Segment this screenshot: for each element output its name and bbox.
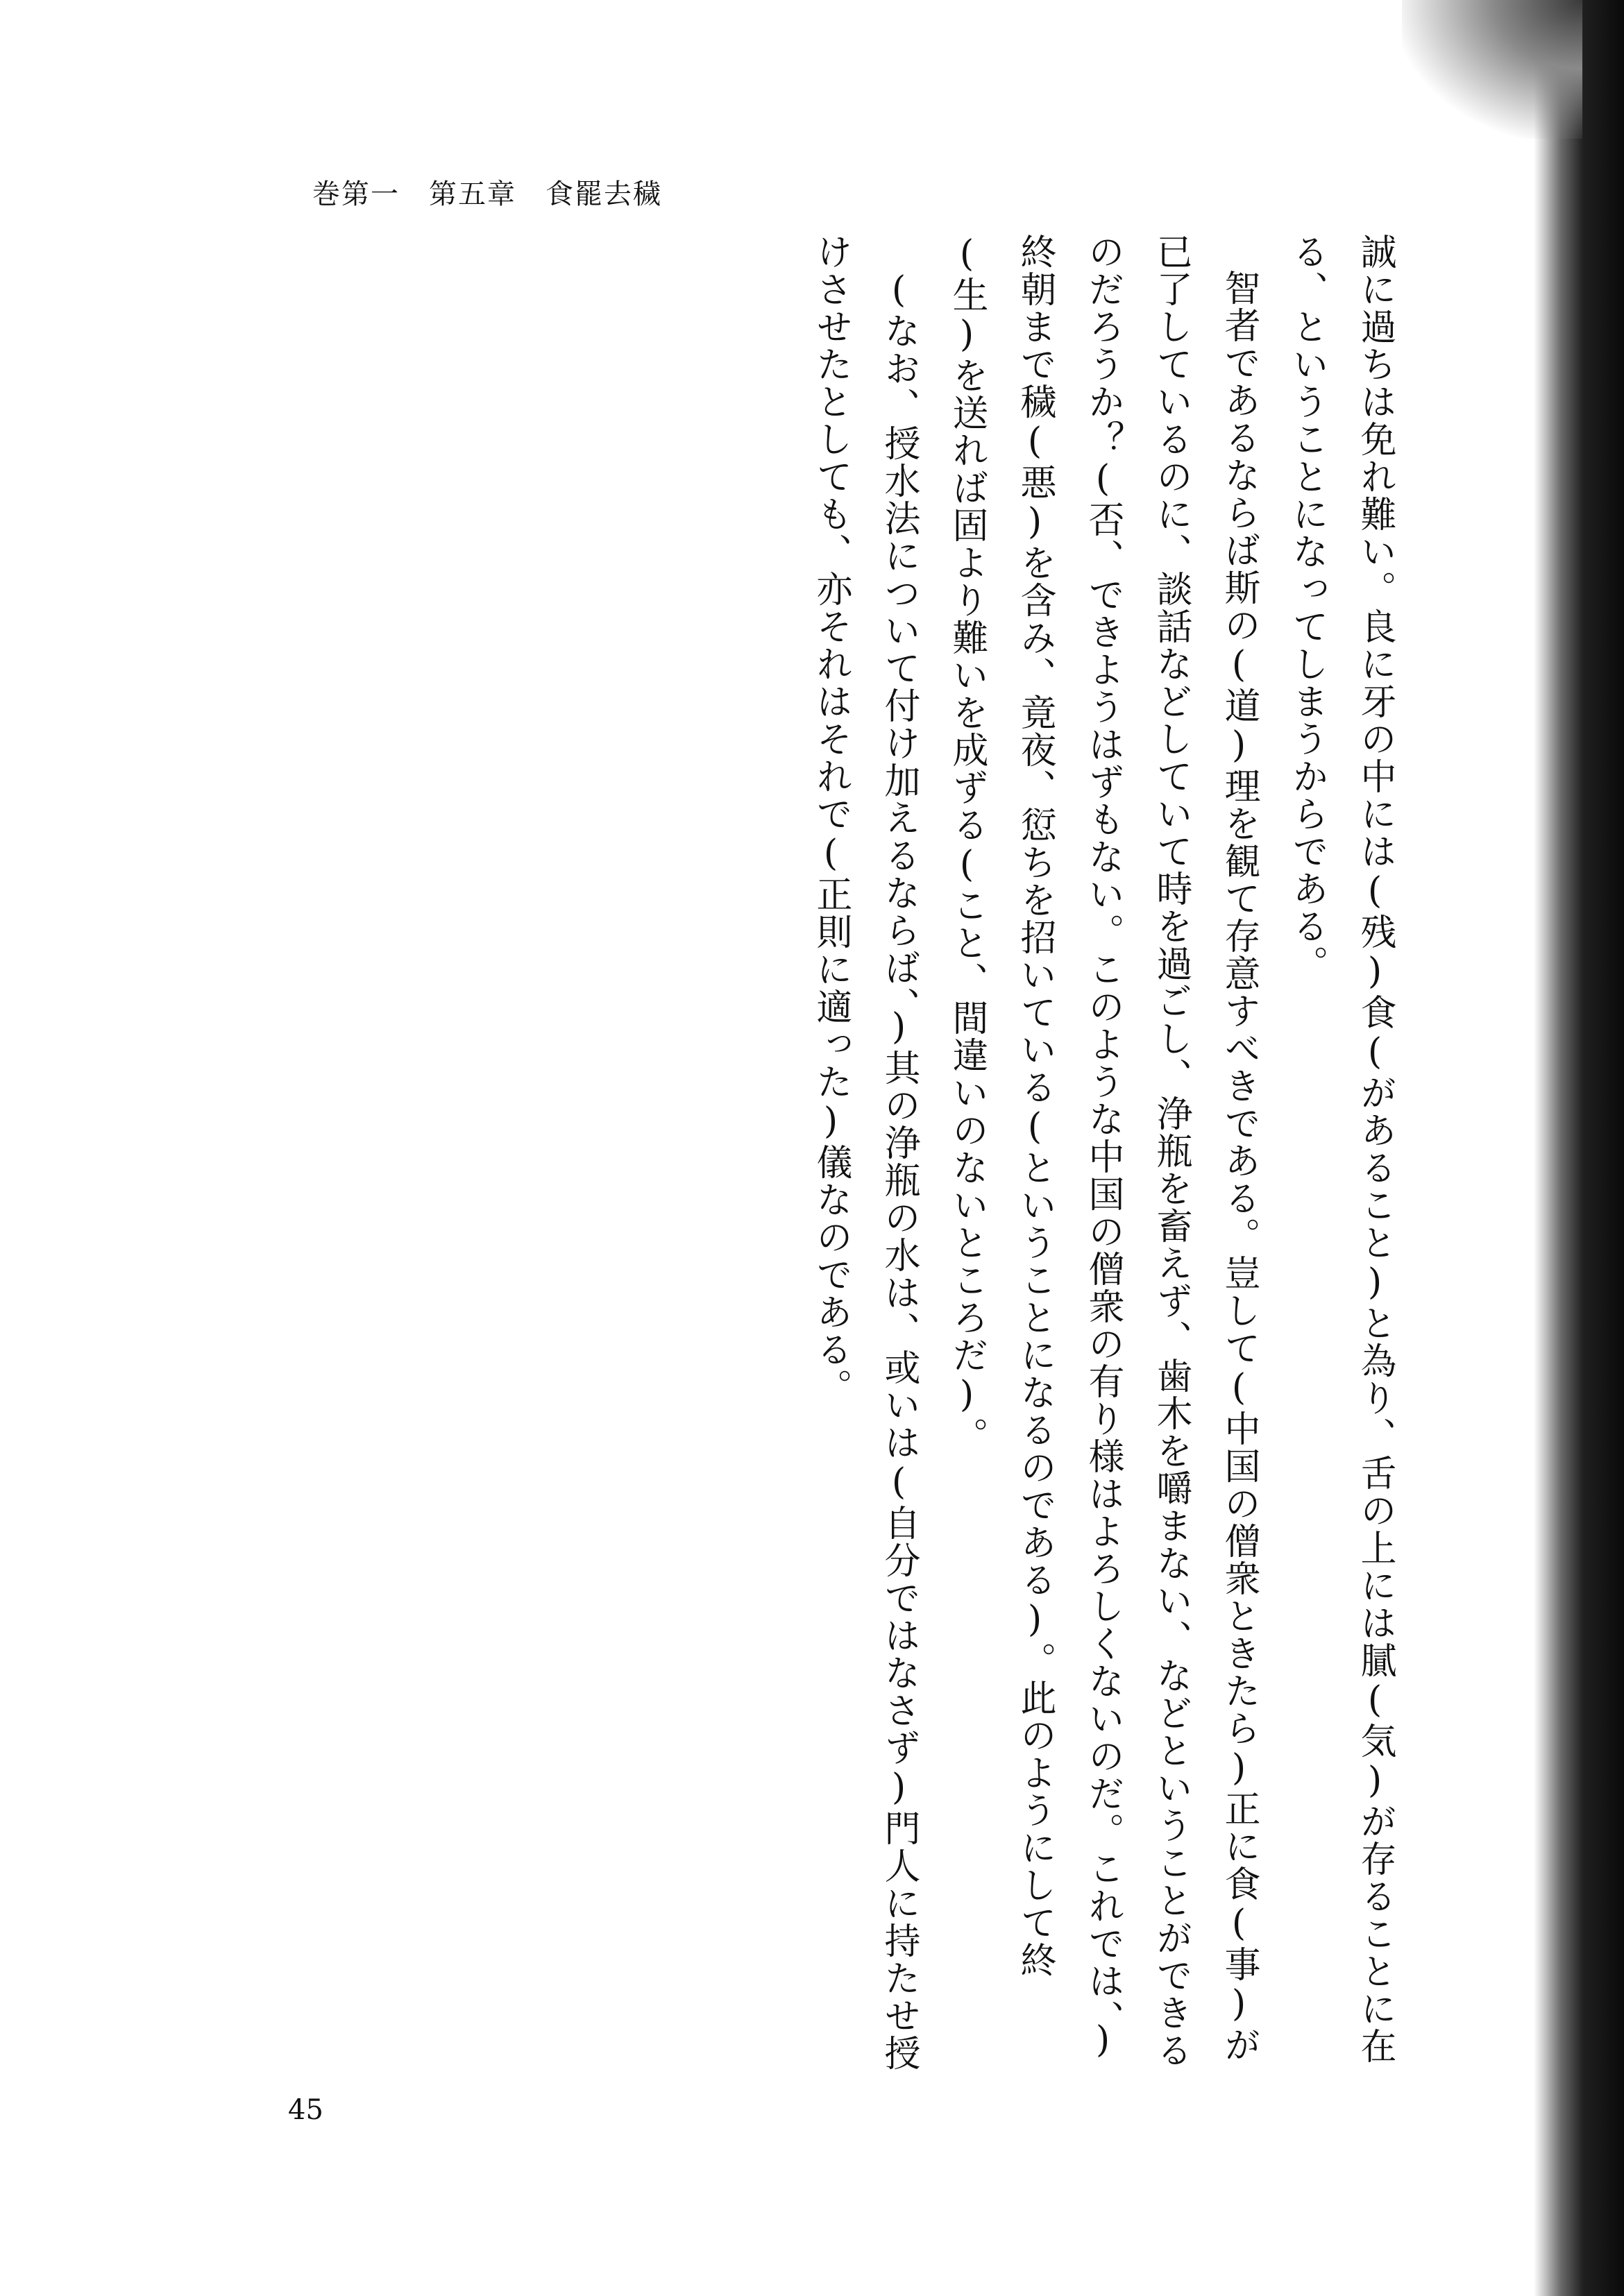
paragraph-1: 誠に過ちは免れ難い。良に牙の中には(残)食(があること)と為り、舌の上には膩(気)が存ることに在る、ということになってしまうからである。	[1286, 233, 1396, 2065]
paragraph-3: (なお、授水法について付け加えるならば、)其の浄瓶の水は、或いは(自分ではなさず)門人に持たせ授けさせたとしても、亦それはそれで(正則に適った)儀なのである。	[810, 233, 920, 2072]
scan-shadow-edge	[1534, 0, 1624, 2296]
scan-shadow-corner	[1402, 0, 1582, 139]
page-number: 45	[288, 2094, 323, 2126]
running-header: 巻第一 第五章 食罷去穢	[312, 178, 662, 210]
paragraph-2: 智者であるならば斯の(道)理を観て存意すべきである。豈して(中国の僧衆ときたら)正に食(事)が已了しているのに、談話などしていて時を過ごし、浄瓶を畜えず、歯木を嚼まない、などということができるのだろうか？(否、できようはずもない。このような中国の僧衆の有り様はよろしくないのだ。これでは、)終朝まで穢(悪)を含み、竟夜、愆ちを招いている(ということになるのである)。此のようにして終(生)を送れば固より難いを成ずる(こと、間違いのないところだ)。	[946, 233, 1260, 2069]
body-text	[797, 233, 1409, 2093]
